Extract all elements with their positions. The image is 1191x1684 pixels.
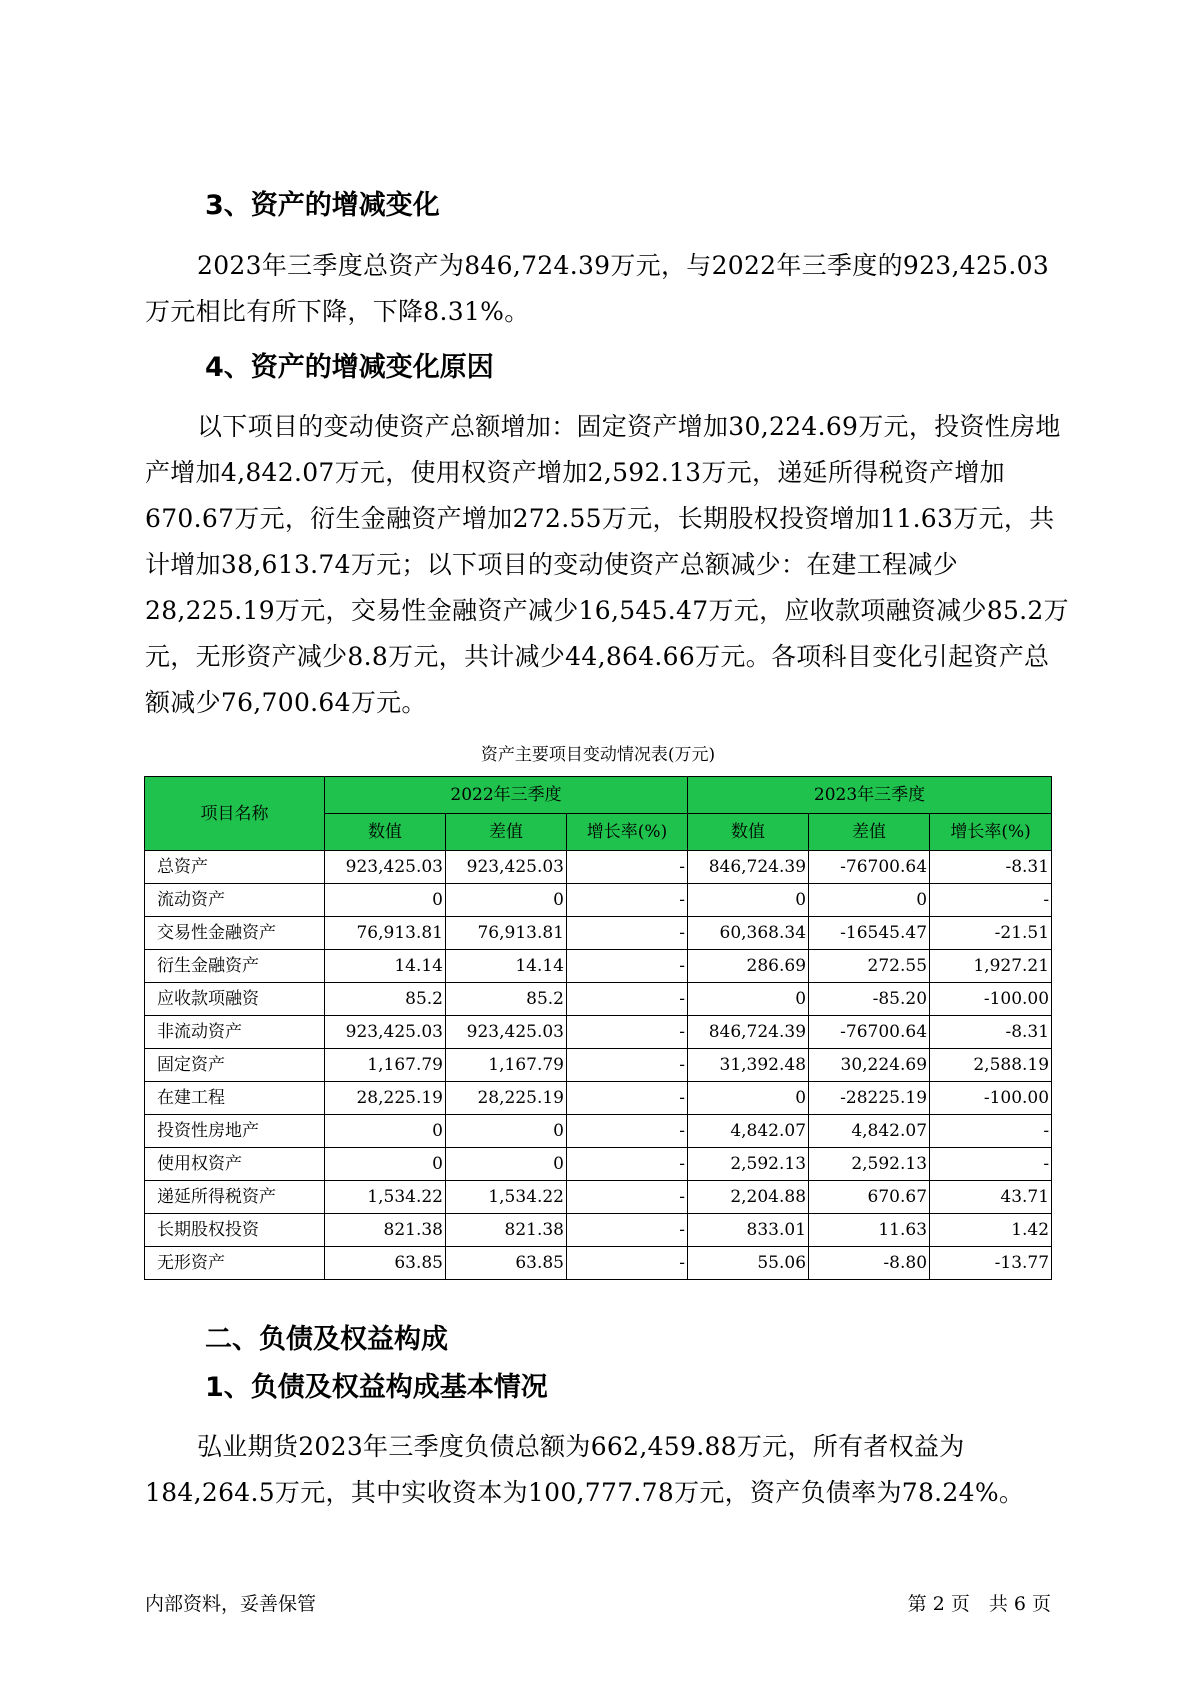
cell-g22: - (567, 1016, 688, 1049)
header-value: 数值 (688, 814, 809, 851)
cell-g22: - (567, 884, 688, 917)
section-heading: 3、资产的增减变化 (205, 190, 440, 221)
row-item-name: 固定资产 (145, 1049, 325, 1082)
cell-g22: - (567, 1115, 688, 1148)
cell-g22: - (567, 917, 688, 950)
cell-d23: -8.80 (809, 1247, 930, 1280)
row-item-name: 交易性金融资产 (145, 917, 325, 950)
cell-v23: 2,204.88 (688, 1181, 809, 1214)
header-item-name: 项目名称 (145, 777, 325, 851)
cell-d23: -76700.64 (809, 851, 930, 884)
row-item-name: 长期股权投资 (145, 1214, 325, 1247)
cell-v22: 0 (325, 884, 446, 917)
cell-d22: 0 (446, 1115, 567, 1148)
cell-d22: 85.2 (446, 983, 567, 1016)
paragraph-text: 弘业期货2023年三季度负债总额为662,459.88万元，所有者权益为184,264.5万元，其中实收资本为100,777.78万元，资产负债率为78.24%。 (145, 1432, 1025, 1507)
row-item-name: 使用权资产 (145, 1148, 325, 1181)
cell-d22: 0 (446, 1148, 567, 1181)
table-row (145, 1181, 1052, 1214)
cell-d22: 821.38 (446, 1214, 567, 1247)
cell-g22: - (567, 1082, 688, 1115)
row-item-name: 应收款项融资 (145, 983, 325, 1016)
cell-v23: 55.06 (688, 1247, 809, 1280)
cell-g23: 1,927.21 (930, 950, 1052, 983)
footer-note: 内部资料，妥善保管 (145, 1593, 317, 1615)
sub-heading: 1、负债及权益构成基本情况 (205, 1372, 548, 1403)
cell-v23: 2,592.13 (688, 1148, 809, 1181)
row-item-name: 在建工程 (145, 1082, 325, 1115)
cell-v22: 923,425.03 (325, 851, 446, 884)
cell-g23: -21.51 (930, 917, 1052, 950)
cell-d23: -85.20 (809, 983, 930, 1016)
row-item-name: 衍生金融资产 (145, 950, 325, 983)
header-growth: 增长率(%) (930, 814, 1052, 851)
cell-v22: 63.85 (325, 1247, 446, 1280)
header-value: 数值 (325, 814, 446, 851)
cell-d23: -16545.47 (809, 917, 930, 950)
table-row (145, 917, 1052, 950)
table-row (145, 1016, 1052, 1049)
row-item-name: 递延所得税资产 (145, 1181, 325, 1214)
cell-g23: 43.71 (930, 1181, 1052, 1214)
cell-v22: 821.38 (325, 1214, 446, 1247)
cell-v22: 28,225.19 (325, 1082, 446, 1115)
asset-change-table (144, 776, 1052, 1280)
cell-d23: 2,592.13 (809, 1148, 930, 1181)
cell-g23: -8.31 (930, 1016, 1052, 1049)
paragraph-text: 2023年三季度总资产为846,724.39万元，与2022年三季度的923,425.03万元相比有所下降，下降8.31%。 (145, 251, 1050, 326)
table-row (145, 1049, 1052, 1082)
cell-v23: 846,724.39 (688, 1016, 809, 1049)
cell-v22: 0 (325, 1115, 446, 1148)
cell-d22: 923,425.03 (446, 1016, 567, 1049)
cell-v22: 14.14 (325, 950, 446, 983)
cell-g22: - (567, 983, 688, 1016)
cell-d23: 4,842.07 (809, 1115, 930, 1148)
cell-v23: 31,392.48 (688, 1049, 809, 1082)
cell-v22: 76,913.81 (325, 917, 446, 950)
cell-g22: - (567, 1181, 688, 1214)
cell-d22: 63.85 (446, 1247, 567, 1280)
cell-d22: 76,913.81 (446, 917, 567, 950)
header-diff: 差值 (809, 814, 930, 851)
body-paragraph (145, 243, 1071, 335)
row-item-name: 非流动资产 (145, 1016, 325, 1049)
cell-g22: - (567, 851, 688, 884)
cell-g23: -8.31 (930, 851, 1052, 884)
table-row (145, 1115, 1052, 1148)
cell-g23: 1.42 (930, 1214, 1052, 1247)
cell-v23: 0 (688, 983, 809, 1016)
cell-g23: -13.77 (930, 1247, 1052, 1280)
cell-v23: 0 (688, 884, 809, 917)
row-item-name: 无形资产 (145, 1247, 325, 1280)
header-period-2022: 2022年三季度 (325, 777, 688, 814)
cell-v23: 60,368.34 (688, 917, 809, 950)
cell-g22: - (567, 1214, 688, 1247)
cell-v23: 833.01 (688, 1214, 809, 1247)
cell-v23: 4,842.07 (688, 1115, 809, 1148)
table-row (145, 1214, 1052, 1247)
cell-v23: 0 (688, 1082, 809, 1115)
body-paragraph (145, 404, 1071, 726)
cell-d22: 923,425.03 (446, 851, 567, 884)
cell-d22: 28,225.19 (446, 1082, 567, 1115)
cell-g23: - (930, 1115, 1052, 1148)
cell-v22: 1,167.79 (325, 1049, 446, 1082)
cell-d22: 0 (446, 884, 567, 917)
cell-g23: 2,588.19 (930, 1049, 1052, 1082)
table-row (145, 983, 1052, 1016)
table-row (145, 1148, 1052, 1181)
cell-v23: 286.69 (688, 950, 809, 983)
row-item-name: 流动资产 (145, 884, 325, 917)
cell-d22: 14.14 (446, 950, 567, 983)
table-row (145, 851, 1052, 884)
cell-v22: 0 (325, 1148, 446, 1181)
table-row (145, 950, 1052, 983)
section-heading: 4、资产的增减变化原因 (205, 352, 494, 383)
table-caption: 资产主要项目变动情况表(万元) (480, 745, 716, 765)
header-diff: 差值 (446, 814, 567, 851)
cell-d23: -28225.19 (809, 1082, 930, 1115)
row-item-name: 总资产 (145, 851, 325, 884)
cell-d23: 30,224.69 (809, 1049, 930, 1082)
table-row (145, 884, 1052, 917)
cell-d23: 11.63 (809, 1214, 930, 1247)
cell-g22: - (567, 950, 688, 983)
cell-v22: 85.2 (325, 983, 446, 1016)
header-growth: 增长率(%) (567, 814, 688, 851)
cell-d23: 272.55 (809, 950, 930, 983)
cell-d23: 670.67 (809, 1181, 930, 1214)
body-paragraph (145, 1424, 1071, 1516)
cell-g23: -100.00 (930, 983, 1052, 1016)
page-number: 第 2 页 共 6 页 (907, 1593, 1051, 1615)
table-row (145, 1247, 1052, 1280)
cell-g22: - (567, 1148, 688, 1181)
header-period-2023: 2023年三季度 (688, 777, 1052, 814)
cell-d23: 0 (809, 884, 930, 917)
cell-g23: - (930, 1148, 1052, 1181)
cell-d22: 1,534.22 (446, 1181, 567, 1214)
section-heading: 二、负债及权益构成 (205, 1324, 448, 1355)
cell-g22: - (567, 1049, 688, 1082)
cell-v22: 923,425.03 (325, 1016, 446, 1049)
paragraph-text: 以下项目的变动使资产总额增加：固定资产增加30,224.69万元，投资性房地产增加4,842.07万元，使用权资产增加2,592.13万元，递延所得税资产增加670.67万元，衍生金融资产增加272.55万元，长期股权投资增加11.63万元，共计增加38,613.74万元；以下项目的变动使资产总额减少：在建工程减少28,225.19万元，交易性金融资产减少16,545.47万元，应收款项融资减少85.2万元，无形资产减少8.8万元，共计减少44,864.66万元。各项科目变化引起资产总额减少76,700.64万元。 (145, 412, 1069, 717)
cell-g23: -100.00 (930, 1082, 1052, 1115)
cell-g22: - (567, 1247, 688, 1280)
row-item-name: 投资性房地产 (145, 1115, 325, 1148)
cell-v22: 1,534.22 (325, 1181, 446, 1214)
cell-d23: -76700.64 (809, 1016, 930, 1049)
table-row (145, 1082, 1052, 1115)
cell-d22: 1,167.79 (446, 1049, 567, 1082)
cell-g23: - (930, 884, 1052, 917)
cell-v23: 846,724.39 (688, 851, 809, 884)
